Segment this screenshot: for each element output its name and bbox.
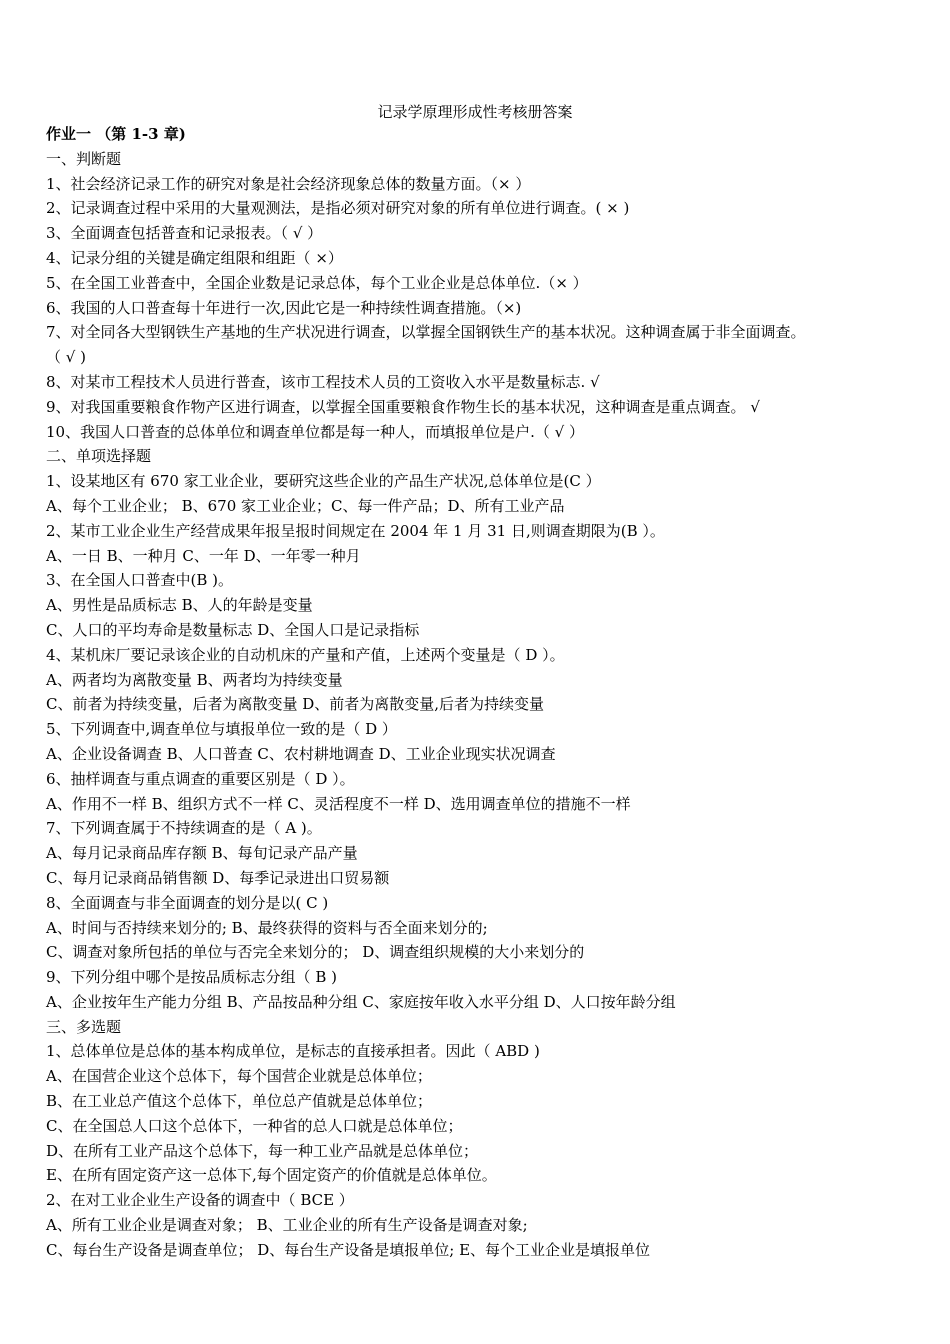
text-line: 5、在全国工业普查中，全国企业数是记录总体，每个工业企业是总体单位.（× ） bbox=[46, 273, 588, 292]
text-line: 5、下列调查中,调查单位与填报单位一致的是（ D ） bbox=[46, 720, 397, 739]
text-line: 3、全面调查包括普查和记录报表。（ √ ） bbox=[46, 224, 323, 243]
text-line: A、每个工业企业； B、670 家工业企业；C、每一件产品；D、所有工业产品 bbox=[46, 496, 565, 515]
text-line: 1、社会经济记录工作的研究对象是社会经济现象总体的数量方面。（× ） bbox=[46, 174, 531, 193]
text-line: 3、在全国人口普查中(B )。 bbox=[46, 571, 234, 590]
text-line: C、人口的平均寿命是数量标志 D、全国人口是记录指标 bbox=[46, 620, 420, 639]
text-line: 4、记录分组的关键是确定组限和组距（ ×） bbox=[46, 248, 343, 267]
text-line: 二、单项选择题 bbox=[46, 447, 152, 466]
text-line: A、作用不一样 B、组织方式不一样 C、灵活程度不一样 D、选用调查单位的措施不一样 bbox=[46, 794, 631, 813]
text-line: 6、抽样调查与重点调查的重要区别是（ D ）。 bbox=[46, 769, 355, 788]
text-line: （ √ ) bbox=[46, 348, 86, 367]
text-line: A、两者均为离散变量 B、两者均为持续变量 bbox=[46, 670, 343, 689]
text-line: 6、我国的人口普查每十年进行一次,因此它是一种持续性调查措施。（×) bbox=[46, 298, 522, 317]
text-line: C、在全国总人口这个总体下，一种省的总人口就是总体单位； bbox=[46, 1116, 463, 1135]
text-line: 1、设某地区有 670 家工业企业，要研究这些企业的产品生产状况,总体单位是(C ） bbox=[46, 472, 601, 491]
text-line: A、时间与否持续来划分的; B、最终获得的资料与否全面来划分的; bbox=[46, 918, 488, 937]
text-line: A、在国营企业这个总体下，每个国营企业就是总体单位； bbox=[46, 1067, 432, 1086]
text-line: 三、多选题 bbox=[46, 1017, 122, 1036]
text-line: 9、下列分组中哪个是按品质标志分组（ B ) bbox=[46, 968, 337, 987]
text-line: C、每台生产设备是调查单位； D、每台生产设备是填报单位; E、每个工业企业是填报单位 bbox=[46, 1240, 651, 1259]
text-line: 7、下列调查属于不持续调查的是（ A )。 bbox=[46, 819, 322, 838]
text-line: 7、对全同各大型钢铁生产基地的生产状况进行调查，以掌握全国钢铁生产的基本状况。这种调查属于非全面调查。 bbox=[46, 323, 806, 342]
text-line: A、每月记录商品库存额 B、每旬记录产品产量 bbox=[46, 844, 358, 863]
document-body bbox=[46, 122, 926, 1263]
text-line: A、所有工业企业是调查对象； B、工业企业的所有生产设备是调查对象; bbox=[46, 1216, 528, 1235]
text-line: C、每月记录商品销售额 D、每季记录进出口贸易额 bbox=[46, 868, 390, 887]
text-line: 一、判断题 bbox=[46, 149, 122, 168]
text-line: E、在所有固定资产这一总体下,每个固定资产的价值就是总体单位。 bbox=[46, 1166, 497, 1185]
text-line: 2、在对工业企业生产设备的调查中（ BCE ） bbox=[46, 1191, 354, 1210]
document-title: 记录学原理形成性考核册答案 bbox=[377, 103, 573, 121]
text-line: A、企业按年生产能力分组 B、产品按品种分组 C、家庭按年收入水平分组 D、人口按年龄分组 bbox=[46, 992, 676, 1011]
text-line: 2、某市工业企业生产经营成果年报呈报时间规定在 2004 年 1 月 31 日,则调查期限为(B ）。 bbox=[46, 521, 665, 540]
text-line: 1、总体单位是总体的基本构成单位，是标志的直接承担者。因此（ ABD ) bbox=[46, 1042, 540, 1061]
section-heading: 作业一 （第 1-3 章) bbox=[46, 125, 186, 143]
text-line: C、前者为持续变量，后者为离散变量 D、前者为离散变量,后者为持续变量 bbox=[46, 695, 545, 714]
text-line: 4、某机床厂要记录该企业的自动机床的产量和产值，上述两个变量是（ D ）。 bbox=[46, 645, 565, 664]
text-line: B、在工业总产值这个总体下，单位总产值就是总体单位； bbox=[46, 1092, 433, 1111]
text-line: A、一日 B、一种月 C、一年 D、一年零一种月 bbox=[46, 546, 361, 565]
text-line: A、男性是品质标志 B、人的年龄是变量 bbox=[46, 596, 313, 615]
text-line: 8、对某市工程技术人员进行普查，该市工程技术人员的工资收入水平是数量标志. √ bbox=[46, 372, 600, 391]
text-line: D、在所有工业产品这个总体下，每一种工业产品就是总体单位； bbox=[46, 1141, 479, 1160]
text-line: A、企业设备调查 B、人口普查 C、农村耕地调查 D、工业企业现实状况调查 bbox=[46, 744, 556, 763]
text-line: 2、记录调查过程中采用的大量观测法，是指必须对研究对象的所有单位进行调查。( × ) bbox=[46, 199, 630, 218]
text-line: 10、我国人口普查的总体单位和调查单位都是每一种人，而填报单位是户.（ √ ） bbox=[46, 422, 584, 441]
text-line: C、调查对象所包括的单位与否完全来划分的； D、调查组织规模的大小来划分的 bbox=[46, 943, 585, 962]
text-line: 9、对我国重要粮食作物产区进行调查，以掌握全国重要粮食作物生长的基本状况，这种调查是重点调查。 √ bbox=[46, 397, 760, 416]
text-line: 8、全面调查与非全面调查的划分是以( C ) bbox=[46, 893, 329, 912]
